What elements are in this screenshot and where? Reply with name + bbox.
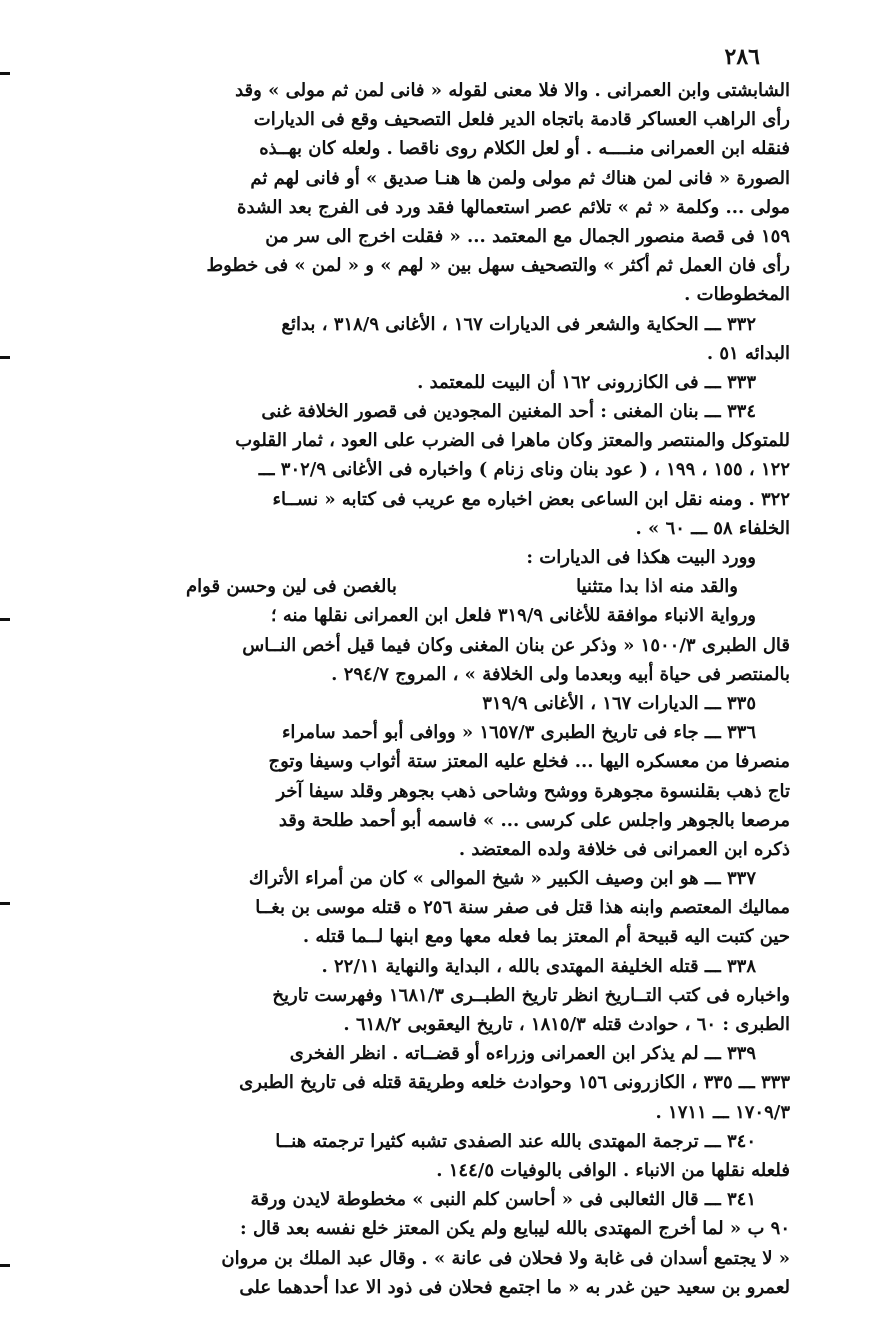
text-line: المخطوطات . xyxy=(684,284,790,306)
margin-mark xyxy=(0,356,10,359)
text-line: ذكره ابن العمرانى فى خلافة ولده المعتضد . xyxy=(458,838,790,860)
text-line: وورد البيت هكذا فى الديارات : xyxy=(526,547,756,568)
text-line: ١٢٢ ، ١٥٥ ، ١٩٩ ، ( عود بنان وناى زنام ) واخباره فى الأغانى ٣٠٢/٩ ـــ xyxy=(258,459,790,481)
notes-text xyxy=(126,76,790,1302)
text-line: الشابشتى وابن العمرانى . والا فلا معنى لقوله « فانى لمن ثم مولى » وقد xyxy=(235,80,790,101)
text-line: ٩٠ ب « لما أخرج المهتدى بالله ليبايع ولم يكن المعتز خلع نفسه بعد قال : xyxy=(240,1218,790,1240)
text-line: مماليك المعتصم وابنه هذا قتل فى صفر سنة ٢٥٦ ه قتله موسى بن بغــا xyxy=(255,897,790,919)
text-line: واخباره فى كتب التــاريخ انظر تاريخ الطبــرى ١٦٨١/٣ وفهرست تاريخ xyxy=(272,984,790,1006)
text-line: فلعله نقلها من الانباء . الوافى بالوفيات ١٤٤/٥ . xyxy=(436,1159,790,1181)
text-line: ورواية الانباء موافقة للأغانى ٣١٩/٩ فلعل ابن العمرانى نقلها منه ؛ xyxy=(270,605,756,627)
text-line: مولى ... وكلمة « ثم » تلائم عصر استعمالها فقد ورد فى الفرج بعد الشدة xyxy=(237,196,790,218)
text-line: قال الطبرى ١٥٠٠/٣ « وذكر عن بنان المغنى وكان فيما قيل أخص النــاس xyxy=(242,634,790,656)
text-line: ٣٢٢ . ومنه نقل ابن الساعى بعض اخباره مع عريب فى كتابه « نســاء xyxy=(272,488,790,510)
text-line: البدائه ٥١ . xyxy=(706,342,790,364)
margin-mark xyxy=(0,618,10,621)
text-line: ٣٣٩ ـــ لم يذكر ابن العمرانى وزراءه أو قضــاته . انظر الفخرى xyxy=(289,1043,756,1065)
text-line: « لا يجتمع أسدان فى غابة ولا فحلان فى عانة » . وقال عبد الملك بن مروان xyxy=(221,1247,790,1269)
text-line: الطبرى : ٦٠ ، حوادث قتله ١٨١٥/٣ ، تاريخ اليعقوبى ٦١٨/٢ . xyxy=(343,1014,790,1035)
margin-mark xyxy=(0,72,10,75)
text-line: ٣٣٣ ـــ فى الكازرونى ١٦٢ أن البيت للمعتمد . xyxy=(417,371,756,393)
text-line: ٣٣٣ ـــ ٣٣٥ ، الكازرونى ١٥٦ وحوادث خلعه وطريقة قتله فى تاريخ الطبرى xyxy=(239,1072,790,1094)
text-line: الخلفاء ٥٨ ـــ ٦٠ » . xyxy=(635,517,790,539)
text-line: لعمرو بن سعيد حين غدر به « ما اجتمع فحلان فى ذود الا عدا أحدهما على xyxy=(239,1276,790,1298)
text-line: رأى فان العمل ثم أكثر » والتصحيف سهل بين « لهم » و « لمن » فى خطوط xyxy=(206,255,790,277)
text-line: ٣٣٥ ـــ الديارات ١٦٧ ، الأغانى ٣١٩/٩ xyxy=(482,692,756,714)
text-line: حين كتبت اليه قبيحة أم المعتز بما فعله معها ومع ابنها لــما قتله . xyxy=(302,926,790,948)
text-line: ٣٣٧ ـــ هو ابن وصيف الكبير « شيخ الموالى » كان من أمراء الأتراك xyxy=(248,868,756,890)
page-number: ٢٨٦ xyxy=(724,44,760,70)
text-line: ٣٣٦ ـــ جاء فى تاريخ الطبرى ١٦٥٧/٣ « ووافى أبو أحمد سامراء xyxy=(281,722,756,744)
text-line: ٣٤٠ ـــ ترجمة المهتدى بالله عند الصفدى تشبه كثيرا ترجمته هنــا xyxy=(275,1130,756,1152)
text-line: ٣٣٤ ـــ بنان المغنى : أحد المغنين المجودين فى قصور الخلافة غنى xyxy=(261,401,756,423)
margin-mark xyxy=(0,1264,10,1267)
margin-mark xyxy=(0,902,10,905)
text-line: تاج ذهب بقلنسوة مجوهرة ووشح وشاحى ذهب بجوهر وقلد سيفا آخر xyxy=(276,780,790,802)
text-line: ٣٣٢ ـــ الحكاية والشعر فى الديارات ١٦٧ ، الأغانى ٣١٨/٩ ، بدائع xyxy=(281,313,756,335)
text-line: ٣٤١ ـــ قال الثعالبى فى « أحاسن كلم النبى » مخطوطة لايدن ورقة xyxy=(250,1189,756,1211)
text-line: ١٥٩ فى قصة منصور الجمال مع المعتمد ... « فقلت اخرج الى سر من xyxy=(265,225,790,247)
text-line: للمتوكل والمنتصر والمعتز وكان ماهرا فى الضرب على العود ، ثمار القلوب xyxy=(235,430,790,452)
text-line: منصرفا من معسكره اليها ... فخلع عليه المعتز ستة أثواب وسيفا وتوج xyxy=(268,751,790,773)
text-line: فنقله ابن العمرانى منــــه . أو لعل الكلام روى ناقصا . ولعله كان بهــذه xyxy=(259,138,790,160)
verse-hemistich: بالغصن فى لين وحسن قوام xyxy=(186,576,397,598)
text-line: رأى الراهب العساكر قادمة باتجاه الدير فلعل التصحيف وقع فى الديارات xyxy=(253,109,790,131)
verse-line xyxy=(126,572,790,601)
text-line: ٣٣٨ ـــ قتله الخليفة المهتدى بالله ، البداية والنهاية ٢٢/١١ . xyxy=(321,955,756,977)
text-line: الصورة « فانى لمن هناك ثم مولى ولمن ها هنـا صديق » أو فانى لهم ثم xyxy=(250,167,790,189)
text-line: مرصعا بالجوهر واجلس على كرسى ... » فاسمه أبو أحمد طلحة وقد xyxy=(278,809,790,831)
verse-hemistich: والقد منه اذا بدا متثنيا xyxy=(576,576,738,598)
text-line: بالمنتصر فى حياة أبيه وبعدما ولى الخلافة » ، المروج ٢٩٤/٧ . xyxy=(331,663,790,685)
text-line: ١٧٠٩/٣ ـــ ١٧١١ . xyxy=(655,1101,790,1123)
